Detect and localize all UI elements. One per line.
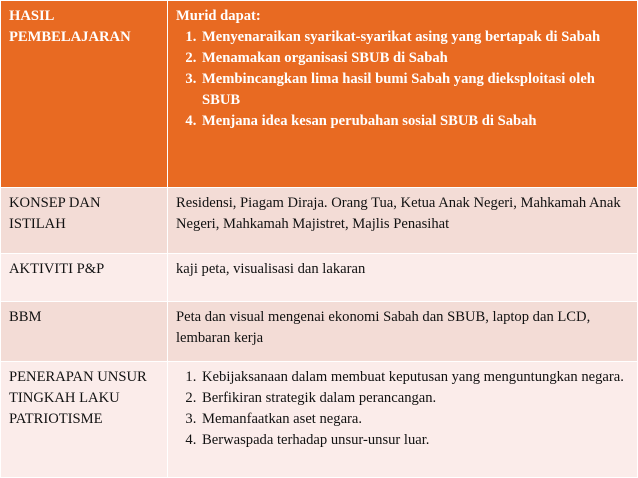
row-label: BBM (1, 302, 168, 362)
learning-outcomes-list (176, 27, 629, 132)
row-content: kaji peta, visualisasi dan lakaran (168, 254, 638, 302)
table-row-bbm (1, 302, 638, 362)
list-item: 1. Menyenaraikan syarikat-syarikat asing yang bertapak di Sabah (200, 27, 629, 48)
list-item: 3. Membincangkan lima hasil bumi Sabah yang dieksploitasi oleh SBUB (200, 69, 629, 111)
row-content: Residensi, Piagam Diraja. Orang Tua, Ketua Anak Negeri, Mahkamah Anak Negeri, Mahkamah Majistret, Majlis Penasihat (168, 188, 638, 254)
row-content: Peta dan visual mengenai ekonomi Sabah dan SBUB, laptop dan LCD, lembaran kerja (168, 302, 638, 362)
table-row-konsep-istilah (1, 188, 638, 254)
intro-text: Murid dapat: (176, 8, 261, 24)
row-content (168, 1, 638, 188)
row-label: PENERAPAN UNSUR TINGKAH LAKU PATRIOTISME (1, 362, 168, 478)
row-label: KONSEP DAN ISTILAH (1, 188, 168, 254)
list-item: 2. Berfikiran strategik dalam perancangan. (200, 388, 629, 409)
list-item: 1. Kebijaksanaan dalam membuat keputusan yang menguntungkan negara. (200, 367, 629, 388)
table-row-aktiviti (1, 254, 638, 302)
list-item: 2. Menamakan organisasi SBUB di Sabah (200, 48, 629, 69)
table-row-penerapan (1, 362, 638, 478)
list-item: 4. Berwaspada terhadap unsur-unsur luar. (200, 430, 629, 451)
patriotism-list (176, 367, 629, 451)
table-row-hasil-pembelajaran (1, 1, 638, 188)
row-label: AKTIVITI P&P (1, 254, 168, 302)
row-label: HASIL PEMBELAJARAN (1, 1, 168, 188)
row-content (168, 362, 638, 478)
list-item: 3. Memanfaatkan aset negara. (200, 409, 629, 430)
list-item: 4. Menjana idea kesan perubahan sosial SBUB di Sabah (200, 111, 629, 132)
